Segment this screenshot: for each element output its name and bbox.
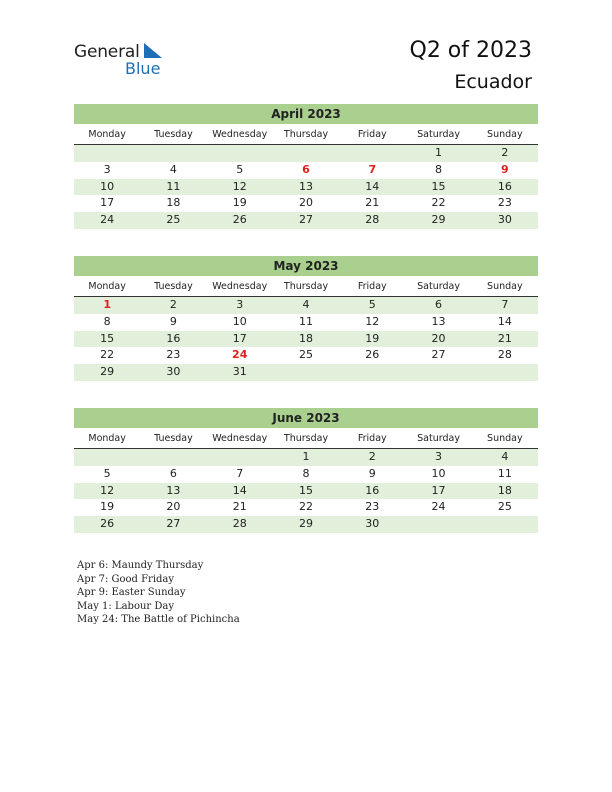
- month-title: June 2023: [74, 408, 538, 428]
- day-cell: 23: [166, 348, 181, 362]
- day-cell: 27: [431, 348, 446, 362]
- day-cell: [140, 449, 206, 466]
- day-cell: 31: [232, 365, 247, 379]
- day-cell: 29: [100, 365, 115, 379]
- day-cell: 22: [100, 348, 115, 362]
- day-cell: [74, 449, 140, 466]
- day-cell: 14: [232, 483, 247, 497]
- day-cell: 5: [103, 466, 111, 480]
- day-cell: 28: [232, 517, 247, 531]
- week-row: [74, 314, 538, 331]
- day-cell: [339, 364, 405, 381]
- day-cell: 5: [368, 298, 376, 311]
- day-cell: 13: [431, 314, 446, 328]
- page-title: Q2 of 2023: [409, 38, 532, 63]
- week-row: [74, 449, 538, 466]
- day-cell: 12: [100, 483, 115, 497]
- day-cell: 6: [435, 298, 443, 311]
- day-cell: 29: [431, 213, 446, 227]
- day-cell: 3: [103, 162, 111, 176]
- day-cell: 8: [103, 314, 111, 328]
- day-cell: 24: [100, 213, 115, 227]
- weekday-label: Monday: [88, 433, 126, 444]
- holiday-notes: [77, 559, 240, 627]
- day-cell: 11: [298, 314, 313, 328]
- day-cell: 21: [365, 196, 380, 210]
- holiday-day-cell: 1: [103, 298, 111, 311]
- week-row: [74, 162, 538, 179]
- weekday-label: Tuesday: [154, 129, 193, 140]
- holiday-day-cell: 9: [501, 162, 509, 176]
- weekday-label: Saturday: [417, 129, 460, 140]
- weekday-header-row: [74, 278, 538, 297]
- day-cell: [74, 145, 140, 162]
- day-cell: 10: [431, 466, 446, 480]
- week-row: [74, 347, 538, 364]
- day-cell: [207, 145, 273, 162]
- day-cell: 10: [232, 314, 247, 328]
- weekday-label: Sunday: [487, 129, 523, 140]
- month-calendar-april: [74, 104, 538, 229]
- day-cell: [207, 449, 273, 466]
- month-title: May 2023: [74, 256, 538, 276]
- holiday-note: Apr 6: Maundy Thursday: [77, 560, 204, 571]
- day-cell: 20: [431, 331, 446, 345]
- weeks: [74, 145, 538, 229]
- day-cell: 15: [298, 483, 313, 497]
- week-row: [74, 483, 538, 500]
- day-cell: 3: [435, 450, 443, 463]
- day-cell: 20: [166, 500, 181, 514]
- day-cell: 15: [431, 179, 446, 193]
- day-cell: 19: [100, 500, 115, 514]
- day-cell: 2: [368, 450, 376, 463]
- month-calendar-june: [74, 408, 538, 533]
- logo-general-text: General: [74, 42, 140, 62]
- day-cell: 13: [166, 483, 181, 497]
- country-name: Ecuador: [454, 71, 532, 93]
- day-cell: 16: [166, 331, 181, 345]
- day-cell: [273, 364, 339, 381]
- month-title: April 2023: [74, 104, 538, 124]
- day-cell: 19: [232, 196, 247, 210]
- holiday-note: Apr 9: Easter Sunday: [77, 587, 186, 599]
- day-cell: [472, 516, 538, 533]
- day-cell: 2: [501, 146, 509, 159]
- day-cell: 4: [169, 162, 177, 176]
- day-cell: 21: [497, 331, 512, 345]
- day-cell: 4: [501, 450, 509, 463]
- day-cell: 11: [166, 179, 181, 193]
- day-cell: 30: [365, 517, 380, 531]
- day-cell: 8: [302, 466, 310, 480]
- week-row: [74, 331, 538, 348]
- weekday-label: Wednesday: [212, 129, 268, 140]
- day-cell: 30: [166, 365, 181, 379]
- day-cell: 26: [232, 213, 247, 227]
- day-cell: 12: [365, 314, 380, 328]
- day-cell: 29: [298, 517, 313, 531]
- weekday-label: Sunday: [487, 281, 523, 292]
- day-cell: [140, 145, 206, 162]
- holiday-note: May 1: Labour Day: [77, 600, 174, 612]
- day-cell: [273, 145, 339, 162]
- day-cell: 26: [365, 348, 380, 362]
- day-cell: 16: [365, 483, 380, 497]
- day-cell: 1: [435, 146, 443, 159]
- day-cell: 17: [100, 196, 115, 210]
- holiday-day-cell: 6: [302, 162, 310, 176]
- weekday-label: Saturday: [417, 281, 460, 292]
- weekday-label: Monday: [88, 281, 126, 292]
- day-cell: 28: [497, 348, 512, 362]
- weekday-label: Thursday: [283, 129, 329, 140]
- day-cell: 5: [236, 162, 244, 176]
- week-row: [74, 145, 538, 162]
- weekday-label: Friday: [357, 281, 387, 292]
- day-cell: 24: [431, 500, 446, 514]
- holiday-day-cell: 7: [368, 162, 377, 176]
- holiday-note: Apr 7: Good Friday: [77, 573, 175, 585]
- day-cell: 27: [298, 213, 313, 227]
- week-row: [74, 499, 538, 516]
- week-row: [74, 466, 538, 483]
- weekday-label: Tuesday: [154, 281, 193, 292]
- day-cell: 18: [497, 483, 512, 497]
- day-cell: 22: [431, 196, 446, 210]
- day-cell: 18: [166, 196, 181, 210]
- day-cell: 15: [100, 331, 115, 345]
- holiday-note: May 24: The Battle of Pichincha: [77, 614, 240, 626]
- day-cell: 25: [298, 348, 313, 362]
- logo-blue-text: Blue: [125, 59, 161, 78]
- day-cell: 7: [236, 466, 244, 480]
- month-calendar-may: [74, 256, 538, 381]
- day-cell: [405, 516, 471, 533]
- day-cell: 13: [298, 179, 313, 193]
- weekday-label: Wednesday: [212, 433, 268, 444]
- day-cell: 7: [501, 298, 509, 311]
- weekday-header-row: [74, 126, 538, 145]
- weekday-label: Friday: [357, 433, 387, 444]
- day-cell: [405, 364, 471, 381]
- weekday-label: Tuesday: [154, 433, 193, 444]
- day-cell: 17: [232, 331, 247, 345]
- day-cell: 25: [497, 500, 512, 514]
- week-row: [74, 516, 538, 533]
- day-cell: 2: [169, 298, 177, 311]
- day-cell: 4: [302, 298, 310, 311]
- day-cell: 23: [497, 196, 512, 210]
- day-cell: 25: [166, 213, 181, 227]
- logo-triangle-icon: [142, 43, 164, 59]
- day-cell: 14: [365, 179, 380, 193]
- weekday-label: Friday: [357, 129, 387, 140]
- day-cell: 18: [298, 331, 313, 345]
- day-cell: 22: [298, 500, 313, 514]
- day-cell: 26: [100, 517, 115, 531]
- day-cell: 3: [236, 298, 244, 311]
- weekday-label: Monday: [88, 129, 126, 140]
- day-cell: 12: [232, 179, 247, 193]
- day-cell: [472, 364, 538, 381]
- weekday-label: Thursday: [283, 433, 329, 444]
- weekday-label: Wednesday: [212, 281, 268, 292]
- day-cell: 21: [232, 500, 247, 514]
- day-cell: 16: [497, 179, 512, 193]
- day-cell: 8: [435, 162, 443, 176]
- day-cell: 10: [100, 179, 115, 193]
- week-row: [74, 364, 538, 381]
- week-row: [74, 195, 538, 212]
- week-row: [74, 297, 538, 314]
- day-cell: 9: [368, 466, 376, 480]
- weeks: [74, 449, 538, 533]
- day-cell: 6: [169, 466, 177, 480]
- day-cell: 20: [298, 196, 313, 210]
- day-cell: 28: [365, 213, 380, 227]
- day-cell: 27: [166, 517, 181, 531]
- day-cell: 9: [169, 314, 177, 328]
- weeks: [74, 297, 538, 381]
- week-row: [74, 212, 538, 229]
- week-row: [74, 179, 538, 196]
- logo: [74, 42, 174, 78]
- weekday-label: Saturday: [417, 433, 460, 444]
- day-cell: [339, 145, 405, 162]
- day-cell: 23: [365, 500, 380, 514]
- day-cell: 1: [302, 450, 310, 463]
- holiday-day-cell: 24: [232, 348, 248, 362]
- day-cell: 19: [365, 331, 380, 345]
- day-cell: 14: [497, 314, 512, 328]
- weekday-header-row: [74, 430, 538, 449]
- day-cell: 17: [431, 483, 446, 497]
- day-cell: 11: [497, 466, 512, 480]
- day-cell: 30: [497, 213, 512, 227]
- weekday-label: Thursday: [283, 281, 329, 292]
- weekday-label: Sunday: [487, 433, 523, 444]
